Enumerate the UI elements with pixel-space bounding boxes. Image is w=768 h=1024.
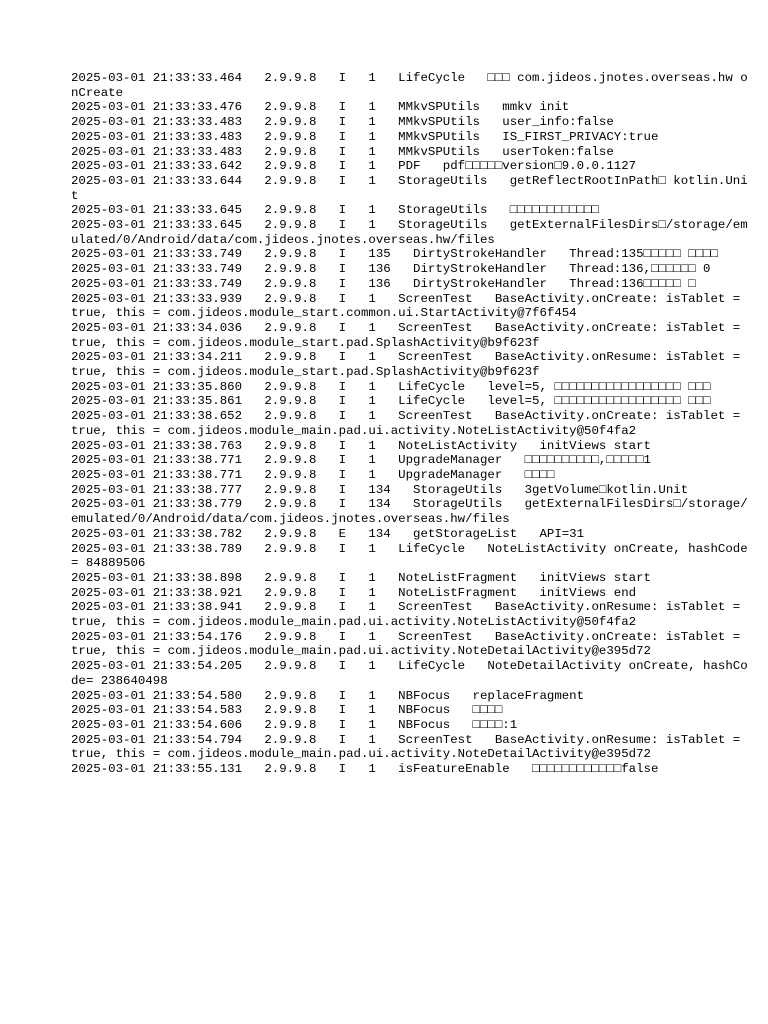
log-line: 2025-03-01 21:33:33.483 2.9.9.8 I 1 MMkvSPUtils IS_FIRST_PRIVACY:true: [71, 129, 659, 144]
log-line: 2025-03-01 21:33:35.861 2.9.9.8 I 1 LifeCycle level=5, □□□□□□□□□□□□□□□□□ □□□: [71, 394, 711, 409]
log-line: 2025-03-01 21:33:38.779 2.9.9.8 I 134 StorageUtils getExternalFilesDirs□/storage/emulated/0/Android/data/com.jideos.jnotes.overseas.hw/files: [71, 497, 748, 527]
log-line: 2025-03-01 21:33:54.794 2.9.9.8 I 1 ScreenTest BaseActivity.onResume: isTablet = true, this = com.jideos.module_main.pad.ui.activity.NoteDetailActivity@e395d72: [71, 732, 748, 762]
log-line: 2025-03-01 21:33:54.606 2.9.9.8 I 1 NBFocus □□□□:1: [71, 717, 518, 732]
log-line: 2025-03-01 21:33:35.860 2.9.9.8 I 1 LifeCycle level=5, □□□□□□□□□□□□□□□□□ □□□: [71, 379, 711, 394]
log-line: 2025-03-01 21:33:38.898 2.9.9.8 I 1 NoteListFragment initViews start: [71, 570, 651, 585]
log-line: 2025-03-01 21:33:54.176 2.9.9.8 I 1 ScreenTest BaseActivity.onCreate: isTablet = true, this = com.jideos.module_main.pad.ui.activity.NoteDetailActivity@e395d72: [71, 629, 748, 659]
log-line: 2025-03-01 21:33:38.789 2.9.9.8 I 1 LifeCycle NoteListActivity onCreate, hashCode= 84889506: [71, 541, 748, 571]
log-line: 2025-03-01 21:33:33.749 2.9.9.8 I 136 DirtyStrokeHandler Thread:136□□□□□ □: [71, 276, 696, 291]
log-line: 2025-03-01 21:33:33.483 2.9.9.8 I 1 MMkvSPUtils userToken:false: [71, 144, 614, 159]
log-line: 2025-03-01 21:33:33.749 2.9.9.8 I 135 DirtyStrokeHandler Thread:135□□□□□ □□□□: [71, 247, 718, 262]
log-document: [71, 71, 751, 777]
log-line: 2025-03-01 21:33:54.205 2.9.9.8 I 1 LifeCycle NoteDetailActivity onCreate, hashCode= 238640498: [71, 659, 748, 688]
log-line: 2025-03-01 21:33:54.580 2.9.9.8 I 1 NBFocus replaceFragment: [71, 688, 585, 703]
log-line: 2025-03-01 21:33:38.771 2.9.9.8 I 1 UpgradeManager □□□□□□□□□□,□□□□□1: [71, 453, 651, 468]
log-line: 2025-03-01 21:33:33.749 2.9.9.8 I 136 DirtyStrokeHandler Thread:136,□□□□□□ 0: [71, 262, 711, 277]
log-line: 2025-03-01 21:33:38.941 2.9.9.8 I 1 ScreenTest BaseActivity.onResume: isTablet = true, this = com.jideos.module_main.pad.ui.activity.NoteListActivity@50f4fa2: [71, 600, 748, 630]
log-line: 2025-03-01 21:33:34.211 2.9.9.8 I 1 ScreenTest BaseActivity.onResume: isTablet = true, this = com.jideos.module_start.pad.SplashActivity@b9f623f: [71, 350, 748, 380]
log-line: 2025-03-01 21:33:38.652 2.9.9.8 I 1 ScreenTest BaseActivity.onCreate: isTablet = true, this = com.jideos.module_main.pad.ui.activity.NoteListActivity@50f4fa2: [71, 409, 748, 438]
log-line: 2025-03-01 21:33:33.644 2.9.9.8 I 1 StorageUtils getReflectRootInPath□ kotlin.Unit: [71, 173, 748, 203]
log-line: 2025-03-01 21:33:33.483 2.9.9.8 I 1 MMkvSPUtils user_info:false: [71, 115, 614, 130]
log-line: 2025-03-01 21:33:38.921 2.9.9.8 I 1 NoteListFragment initViews end: [71, 585, 637, 600]
log-line: 2025-03-01 21:33:33.642 2.9.9.8 I 1 PDF pdf□□□□□version□9.0.0.1127: [71, 159, 637, 174]
log-line: 2025-03-01 21:33:33.476 2.9.9.8 I 1 MMkvSPUtils mmkv init: [71, 100, 570, 115]
log-line: 2025-03-01 21:33:34.036 2.9.9.8 I 1 ScreenTest BaseActivity.onCreate: isTablet = true, this = com.jideos.module_start.pad.SplashActivity@b9f623f: [71, 320, 748, 350]
log-line: 2025-03-01 21:33:33.464 2.9.9.8 I 1 LifeCycle □□□ com.jideos.jnotes.overseas.hw onCreate: [71, 71, 748, 100]
log-line: 2025-03-01 21:33:38.763 2.9.9.8 I 1 NoteListActivity initViews start: [71, 438, 651, 453]
log-line: 2025-03-01 21:33:33.645 2.9.9.8 I 1 StorageUtils □□□□□□□□□□□□: [71, 203, 599, 218]
log-line: 2025-03-01 21:33:38.782 2.9.9.8 E 134 getStorageList API=31: [71, 526, 585, 541]
log-line: 2025-03-01 21:33:33.939 2.9.9.8 I 1 ScreenTest BaseActivity.onCreate: isTablet = true, this = com.jideos.module_start.common.ui.StartActivity@7f6f454: [71, 291, 748, 321]
log-line: 2025-03-01 21:33:54.583 2.9.9.8 I 1 NBFocus □□□□: [71, 703, 503, 718]
log-line: 2025-03-01 21:33:33.645 2.9.9.8 I 1 StorageUtils getExternalFilesDirs□/storage/emulated/0/Android/data/com.jideos.jnotes.overseas.hw/files: [71, 218, 748, 247]
log-line: 2025-03-01 21:33:38.777 2.9.9.8 I 134 StorageUtils 3getVolume□kotlin.Unit: [71, 482, 689, 497]
log-line: 2025-03-01 21:33:55.131 2.9.9.8 I 1 isFeatureEnable □□□□□□□□□□□□false: [71, 762, 659, 777]
log-line: 2025-03-01 21:33:38.771 2.9.9.8 I 1 UpgradeManager □□□□: [71, 467, 555, 482]
